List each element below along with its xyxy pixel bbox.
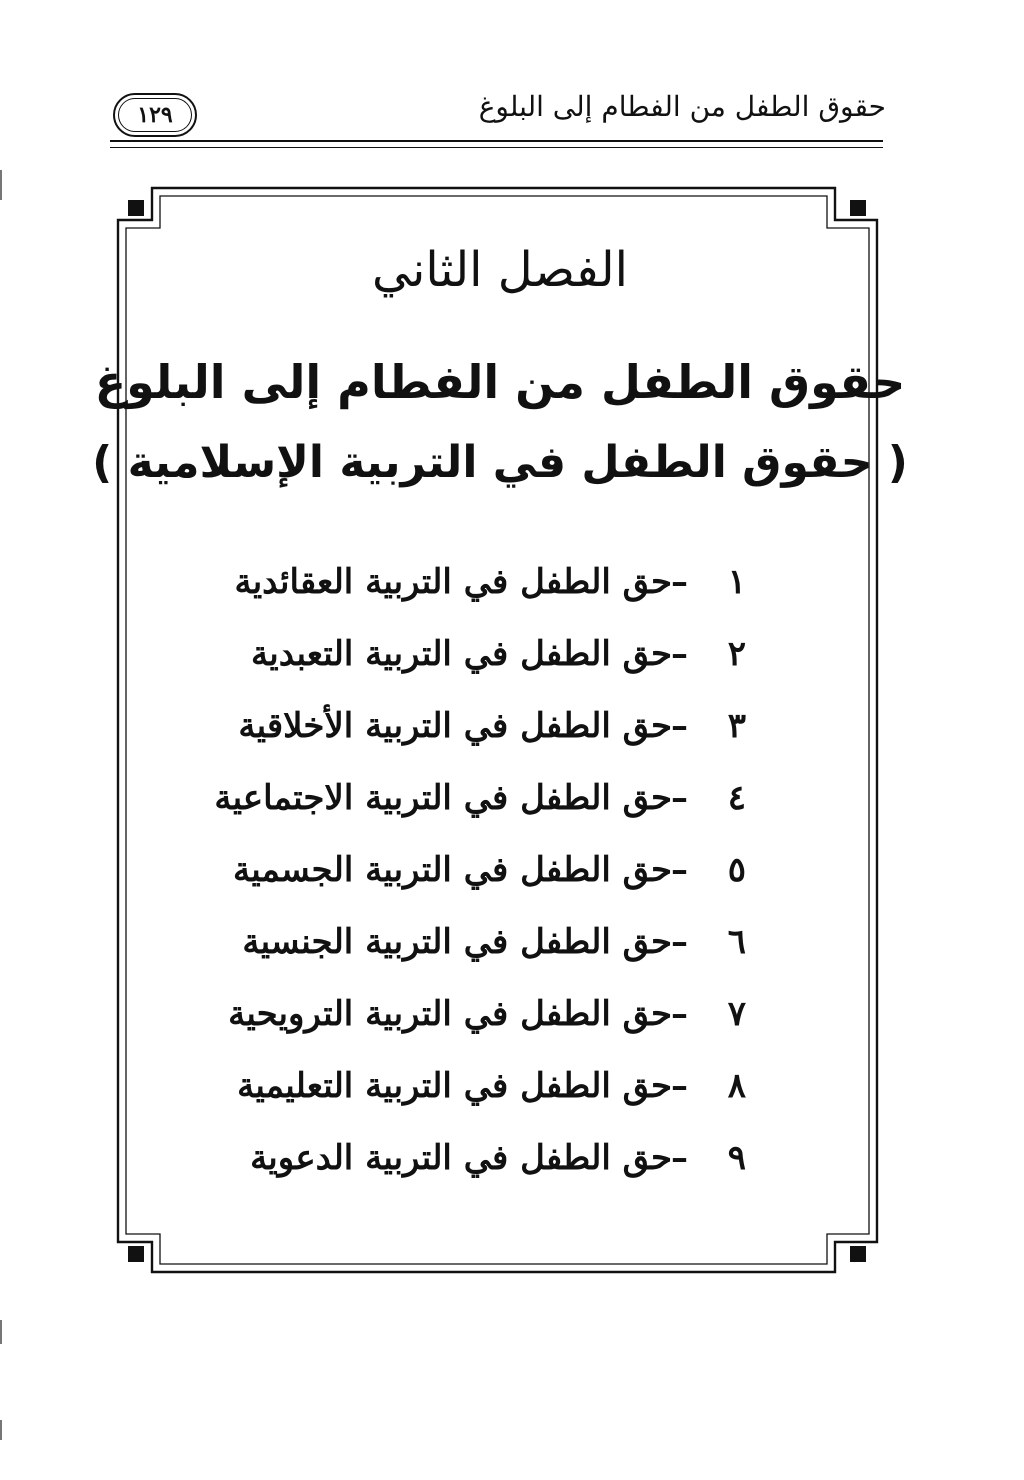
toc-item-text: حق الطفل في التربية التعبدية <box>251 634 672 674</box>
toc-item-number: ١ <box>727 562 746 602</box>
toc-item-text: حق الطفل في التربية الترويحية <box>228 994 672 1034</box>
toc-item-separator: – <box>671 850 688 890</box>
toc-item-separator: – <box>671 706 688 746</box>
frame-corner-square <box>128 200 144 216</box>
scan-binding-mark <box>0 170 2 200</box>
toc-item-number: ٩ <box>727 1138 746 1178</box>
toc-item-text: حق الطفل في التربية العقائدية <box>234 562 672 602</box>
toc-item-text: حق الطفل في التربية الجنسية <box>242 922 672 962</box>
toc-item-text: حق الطفل في التربية الأخلاقية <box>238 706 672 746</box>
toc-item-text: حق الطفل في التربية الدعوية <box>250 1138 672 1178</box>
toc-item-number: ٣ <box>727 706 746 746</box>
toc-item-number: ٢ <box>727 634 746 674</box>
scan-binding-mark <box>0 1420 2 1440</box>
toc-item-separator: – <box>671 922 688 962</box>
running-header-title: حقوق الطفل من الفطام إلى البلوغ <box>478 90 886 123</box>
toc-list <box>214 552 746 1200</box>
toc-item <box>214 696 746 768</box>
toc-item <box>214 1056 746 1128</box>
toc-item <box>214 1128 746 1200</box>
toc-item-number: ٦ <box>727 922 746 962</box>
toc-item <box>214 768 746 840</box>
scan-binding-mark <box>0 1320 2 1344</box>
toc-item-separator: – <box>671 562 688 602</box>
chapter-label: الفصل الثاني <box>372 242 628 298</box>
toc-item-separator: – <box>671 1138 688 1178</box>
frame-corner-square <box>850 1246 866 1262</box>
frame-corner-square <box>850 200 866 216</box>
toc-item-separator: – <box>671 994 688 1034</box>
toc-item-text: حق الطفل في التربية الاجتماعية <box>214 778 672 818</box>
toc-item-separator: – <box>671 634 688 674</box>
toc-item-text: حق الطفل في التربية الجسمية <box>233 850 672 890</box>
toc-item <box>214 984 746 1056</box>
chapter-subtitle: ( حقوق الطفل في التربية الإسلامية ) <box>92 437 908 488</box>
toc-item-number: ٨ <box>727 1066 746 1106</box>
toc-item <box>214 912 746 984</box>
toc-item-number: ٤ <box>727 778 746 818</box>
frame-corner-square <box>128 1246 144 1262</box>
toc-item <box>214 624 746 696</box>
chapter-title: حقوق الطفل من الفطام إلى البلوغ <box>94 355 906 409</box>
toc-item <box>214 552 746 624</box>
toc-item-number: ٧ <box>727 994 746 1034</box>
toc-item-text: حق الطفل في التربية التعليمية <box>237 1066 672 1106</box>
toc-item <box>214 840 746 912</box>
toc-item-separator: – <box>671 1066 688 1106</box>
toc-item-number: ٥ <box>727 850 746 890</box>
page-number: ١٢٩ <box>118 98 192 132</box>
toc-item-separator: – <box>671 778 688 818</box>
